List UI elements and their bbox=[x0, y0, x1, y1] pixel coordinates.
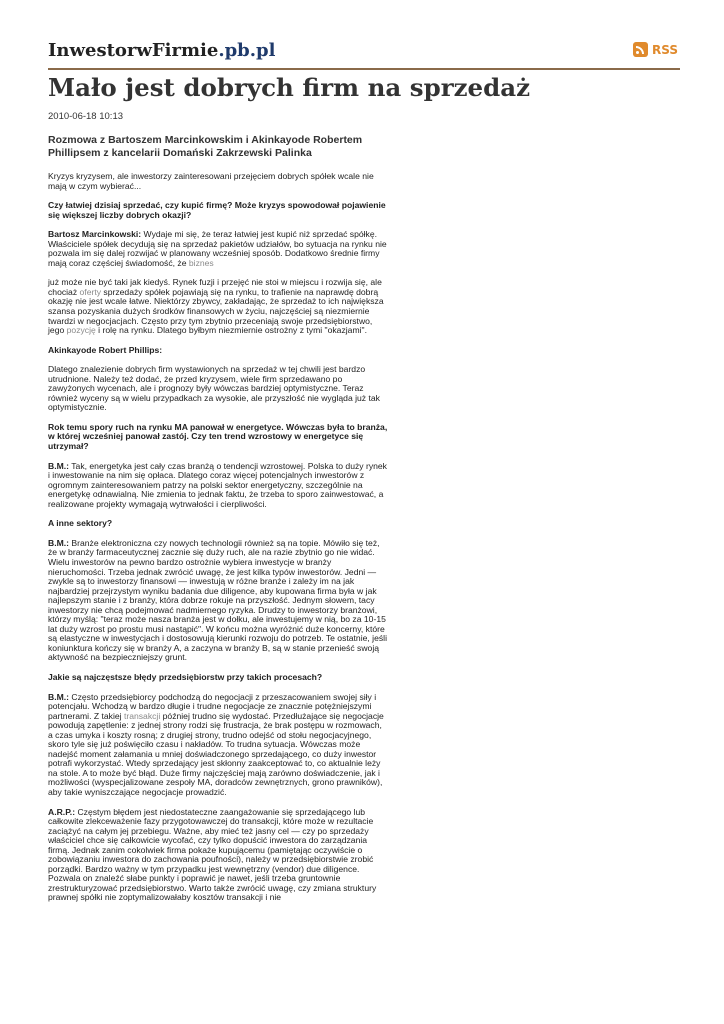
tag-link-transakcji[interactable]: transakcji bbox=[123, 710, 161, 721]
tag-link-biznes[interactable]: biznes bbox=[188, 257, 214, 268]
article-title: Mało jest dobrych firm na sprzedaż bbox=[48, 73, 531, 102]
answer-text: Często przedsiębiorcy podchodzą do negocjacji z przeszacowaniem swojej siły i potencjału. Wchodzą w bardzo długie i trudne negocjacje ze znacznie potężniejszymi partnerami. Z takiej bbox=[48, 691, 377, 721]
rss-label: RSS bbox=[652, 42, 678, 57]
answer-3 bbox=[48, 462, 388, 510]
article-body bbox=[48, 172, 388, 903]
article-subtitle: Rozmowa z Bartoszem Marcinkowskim i Akinkayode Robertem Phillipsem z kancelarii Domański Zakrzewski Palinka bbox=[48, 134, 363, 159]
answer-speaker: B.M.: bbox=[48, 537, 70, 548]
answer-text: Wydaje mi się, że teraz łatwiej jest kupić niż sprzedać spółkę. Właściciele spółek decydują się na sprzedaż pakietów udziałów, bo sytuacja na rynku nie pozwala im się dalej rozwijać w planowany wcześniej sposób. Dodatkowo średnie firmy mają coraz częściej świadomość, że bbox=[48, 229, 387, 268]
answer-speaker: B.M.: bbox=[48, 691, 70, 702]
answer-text: Częstym błędem jest niedostateczne zaangażowanie się sprzedającego lub całkowite zlekceważenie fazy przygotowawczej do transakcji, które może w rezultacie zaciążyć na całym jej przebiegu. Ważne, aby mieć też jasny cel — czy po sprzedaży właściciel chce się całkowicie wycofać, czy tylko dopuścić inwestora do zarządzania firmą. Jednak zanim cokolwiek firma pokaże kupującemu (pamiętając oczywiście o zobowiązaniu inwestora do zachowania poufności), należy w przedsiębiorstwie zrobić porządki. Bardzo ważny w tym przypadku jest wewnętrzny (vendor) due diligence. Pozwala on znaleźć słabe punkty i poprawić je nawet, jeśli trzeba gruntownie zrestrukturyzować przedsiębiorstwo. Warto także zwrócić uwagę, czy zmiana struktury prawnej spółki nie zoptymalizowałaby kosztów transakcji i nie bbox=[48, 806, 377, 903]
answer-text: Tak, energetyka jest cały czas branżą o tendencji wzrostowej. Polska to duży rynek i inwestowanie na nim się opłaca. Dlatego coraz więcej potencjalnych inwestorów z ogromnym zainteresowaniem patrzy na polski sektor energetyczny, szczególnie na energetykę odnawialną. Nie zmienia to jednak faktu, że trzeba to sporo zainwestować, a realizowane projekty wymagają wytrwałości i cierpliwości. bbox=[48, 460, 387, 509]
answer-speaker: B.M.: bbox=[48, 460, 70, 471]
article-date: 2010-06-18 10:13 bbox=[48, 111, 124, 122]
answer-speaker: Bartosz Marcinkowski: bbox=[48, 229, 142, 240]
site-name: InwestorwFirmie bbox=[48, 40, 219, 61]
site-domain: .pb.pl bbox=[218, 40, 276, 61]
speaker-heading: Akinkayode Robert Phillips: bbox=[48, 344, 163, 355]
article-lead: Kryzys kryzysem, ale inwestorzy zainteresowani przejęciem dobrych spółek wcale nie mają w czym wybierać... bbox=[48, 171, 374, 191]
answer-1 bbox=[48, 230, 388, 268]
question-4: Jakie są najczęstsze błędy przedsiębiorstw przy takich procesach? bbox=[48, 671, 323, 682]
answer-text: już może nie być taki jak kiedyś. Rynek fuzji i przejęć nie stoi w miejscu i rozwija się, ale chociaż bbox=[48, 277, 382, 297]
site-logo[interactable] bbox=[48, 40, 275, 62]
rss-icon bbox=[633, 42, 648, 57]
answer-text: i rolę na rynku. Dlatego byłbym niezmiernie ostrożny z tymi "okazjami". bbox=[95, 325, 367, 336]
question-1: Czy łatwiej dzisiaj sprzedać, czy kupić firmę? Może kryzys spowodował pojawienie się większej liczby dobrych okazji? bbox=[48, 200, 386, 220]
answer-1-continued bbox=[48, 278, 388, 335]
answer-text: Branże elektroniczna czy nowych technologii również są na topie. Mówiło się też, że w branży farmaceutycznej zacznie się duży ruch, ale na razie zbytnio go nie widać. Wielu inwestorów na pewno bardzo ostrożnie wybiera inwestycje w branży nieruchomości. Trzeba jednak zwrócić uwagę, że jest kilka typów inwestorów. Jedni — zwykle są to inwestorzy finansowi — inwestują w różne branże i zależy im na jak najbardziej przejrzystym wyniku badania due diligence, aby kupowana firma była w jak najlepszym stanie i z branży, która dobrze rokuje na przyszłość. Jednym słowem, tacy inwestorzy nie chcą podejmować nadmiernego ryzyka. Drudzy to inwestorzy branżowi, którzy myślą: "teraz może nasza branża jest w dołku, ale inwestujemy w nią, bo za 10-15 lat duży wzrost po prostu musi nastąpić". W końcu można wyróżnić duże koncerny, które są elastyczne w inwestycjach i dostosowują kierunki rozwoju do potrzeb. Te ostatnie, jeśli koniunktura kończy się w branży A, a zaczyna w branży B, są w stanie przenieść swoją aktywność na bezpieczniejszy grunt. bbox=[48, 537, 387, 663]
answer-4 bbox=[48, 539, 388, 663]
question-3: A inne sektory? bbox=[48, 518, 113, 529]
question-2: Rok temu spory ruch na rynku MA panował w energetyce. Wówczas była to branża, w której wcześniej panował zastój. Czy ten trend wzrostowy w energetyce się utrzymał? bbox=[48, 421, 388, 452]
masthead bbox=[48, 0, 680, 70]
answer-text: sprzedaży spółek pojawiają się na rynku, to trafienie na naprawdę dobrą okazję nie jest wcale łatwe. Niektórzy zbywcy, zakładając, że sprzedaż to ich największa szansa pozyskania dużych środków finansowych w życiu, najczęściej są niezmiernie twardzi w negocjacjach. Często przy tym zbytnio przeceniają swoje przedsiębiorstwo, jego bbox=[48, 286, 384, 336]
answer-6 bbox=[48, 808, 388, 903]
answer-2: Dlatego znalezienie dobrych firm wystawionych na sprzedaż w tej chwili jest bardzo utrudnione. Należy też dodać, że przed kryzysem, wiele firm sprzedawano po zawyżonych wycenach, ale i prognozy były wówczas bardziej optymistyczne. Teraz również wyceny są w wielu przypadkach za wysokie, ale przyszłość nie wygląda już tak optymistycznie. bbox=[48, 364, 380, 413]
answer-speaker: A.R.P.: bbox=[48, 806, 76, 817]
tag-link-pozycje[interactable]: pozycję bbox=[66, 325, 96, 336]
answer-text: później trudno się wydostać. Przedłużające się negocjacje powodują zapętlenie: z jednej strony rodzi się frustracja, że brak postępu w rozmowach, a czas umyka i koszty rosną; z drugiej strony, trudno odejść od stołu negocjacyjnego, skoro tyle się już poświęciło czasu i nakładów. To trudna sytuacja. Wówczas może nadejść moment załamania u mniej doświadczonego sprzedającego, co duży inwestor potrafi wykorzystać. Wtedy sprzedający jest skłonny zaakceptować to, co aktualnie leży na stole. A to może być błąd. Duże firmy najczęściej mają zarówno doświadczenie, jak i możliwości (wyspecjalizowane zespoły MA, doradców zewnętrznych, grono prawników), aby takie wyniszczające negocjacje prowadzić. bbox=[48, 710, 384, 797]
tag-link-oferty[interactable]: oferty bbox=[79, 286, 102, 297]
page bbox=[48, 0, 680, 903]
answer-5 bbox=[48, 693, 388, 798]
rss-link[interactable] bbox=[633, 42, 678, 57]
